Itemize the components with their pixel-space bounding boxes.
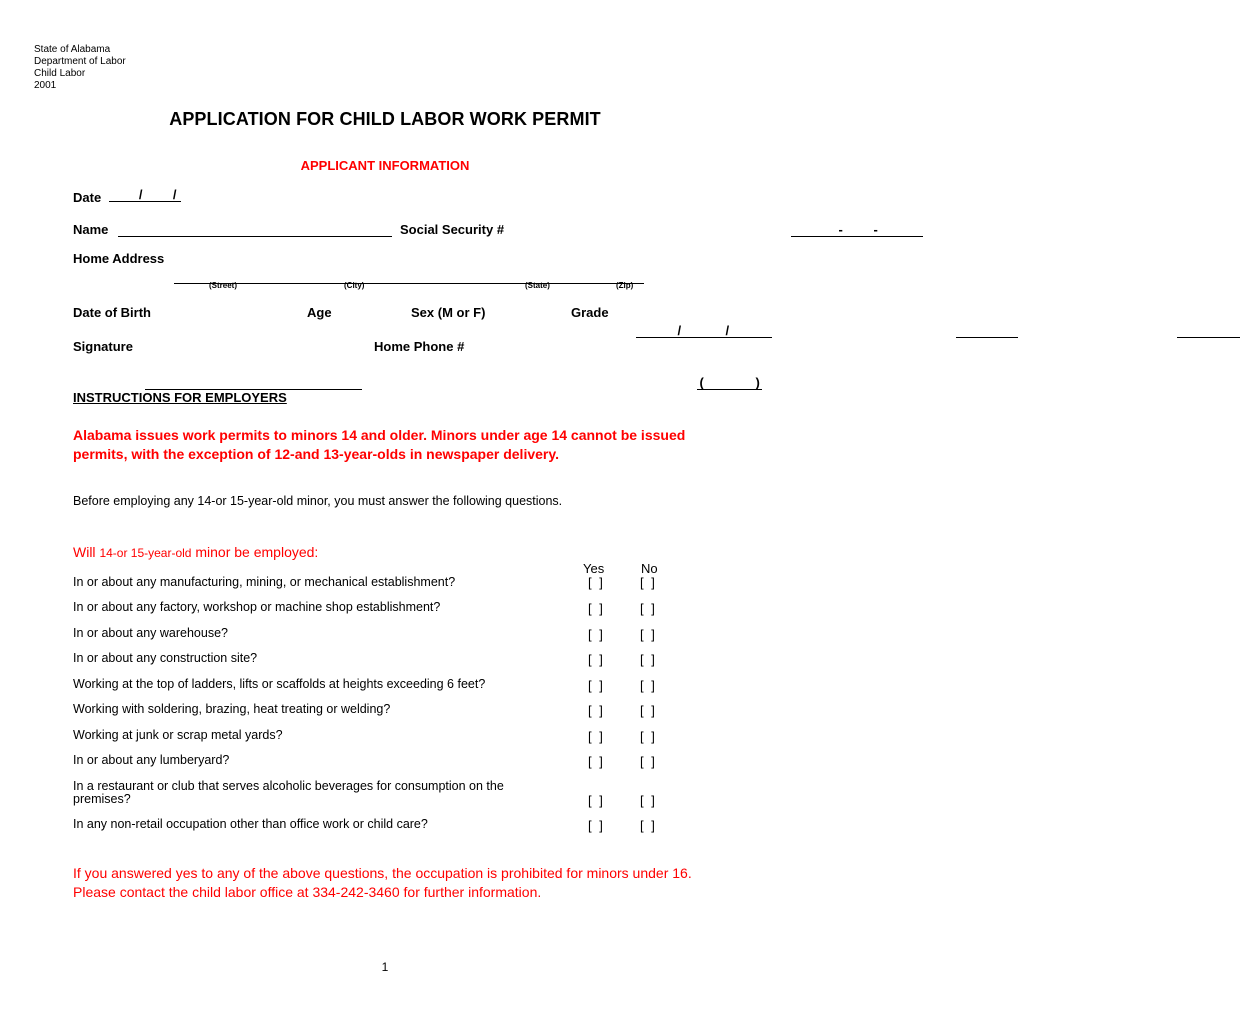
address-state-caption: (State) [525, 281, 550, 290]
no-checkbox[interactable]: [ ] [640, 818, 657, 833]
question-row: Working with soldering, brazing, heat treating or welding? [73, 702, 391, 716]
question-row: In a restaurant or club that serves alcoholic beverages for consumption on the premises? [73, 779, 504, 806]
date-label: Date [73, 190, 102, 205]
instructions-intro: Before employing any 14-or 15-year-old minor, you must answer the following questions. [73, 494, 563, 508]
ssn-sep-2: - [873, 222, 878, 237]
age-restriction-notice: Alabama issues work permits to minors 14 and older. Minors under age 14 cannot be issued permits, with the exception of 12-and 13-year-olds in newspaper delivery. [73, 427, 686, 462]
date-sep-1: / [138, 187, 143, 202]
home-phone-label: Home Phone # [374, 339, 465, 354]
sex-field[interactable] [1177, 326, 1240, 338]
date-row [73, 187, 181, 205]
yes-checkbox[interactable]: [ ] [588, 627, 605, 642]
no-checkbox[interactable]: [ ] [640, 627, 657, 642]
form-title: APPLICATION FOR CHILD LABOR WORK PERMIT [169, 109, 601, 129]
questions-heading-suffix: minor be employed: [191, 544, 319, 560]
grade-label: Grade [571, 305, 609, 320]
yes-checkbox[interactable]: [ ] [588, 703, 605, 718]
questions-heading-age: 14-or 15-year-old [99, 546, 192, 560]
header-department: Department of Labor [34, 56, 126, 67]
question-row: In or about any construction site? [73, 651, 258, 665]
question-row: Working at the top of ladders, lifts or scaffolds at heights exceeding 6 feet? [73, 677, 486, 691]
yes-checkbox[interactable]: [ ] [588, 601, 605, 616]
yes-checkbox[interactable]: [ ] [588, 678, 605, 693]
no-checkbox[interactable]: [ ] [640, 678, 657, 693]
no-checkbox[interactable]: [ ] [640, 703, 657, 718]
header-state: State of Alabama [34, 44, 111, 55]
prohibited-occupation-notice: If you answered yes to any of the above questions, the occupation is prohibited for minors under 16. Please contact the child labor office at 334-242-3460 for further information. [73, 865, 692, 900]
address-street-caption: (Street) [209, 281, 238, 290]
home-phone-field[interactable] [697, 375, 762, 390]
no-checkbox[interactable]: [ ] [640, 754, 657, 769]
header-division: Child Labor [34, 68, 86, 79]
questions-heading [73, 544, 318, 560]
yes-checkbox[interactable]: [ ] [588, 652, 605, 667]
yes-checkbox[interactable]: [ ] [588, 818, 605, 833]
address-zip-caption: (Zip) [616, 281, 634, 290]
yes-checkbox[interactable]: [ ] [588, 729, 605, 744]
yes-checkbox[interactable]: [ ] [588, 575, 605, 590]
phone-open-paren: ( [699, 375, 704, 390]
phone-close-paren: ) [755, 375, 760, 390]
questions-heading-prefix: Will [73, 544, 100, 560]
question-row: In any non-retail occupation other than office work or child care? [73, 817, 428, 831]
yes-checkbox[interactable]: [ ] [588, 754, 605, 769]
dob-field[interactable] [636, 323, 772, 338]
no-checkbox[interactable]: [ ] [640, 575, 657, 590]
date-field[interactable] [109, 187, 181, 202]
date-sep-2: / [172, 187, 177, 202]
dob-label: Date of Birth [73, 305, 151, 320]
no-checkbox[interactable]: [ ] [640, 601, 657, 616]
age-field[interactable] [956, 326, 1018, 338]
sex-label: Sex (M or F) [411, 305, 486, 320]
question-row: In or about any lumberyard? [73, 753, 230, 767]
applicant-section-title: APPLICANT INFORMATION [300, 158, 470, 173]
agency-header [34, 44, 126, 92]
ssn-label: Social Security # [400, 222, 505, 237]
ssn-field[interactable] [791, 222, 923, 237]
page-number: 1 [381, 960, 389, 974]
instructions-title: INSTRUCTIONS FOR EMPLOYERS [73, 390, 287, 405]
question-row: In or about any factory, workshop or machine shop establishment? [73, 600, 441, 614]
question-row: In or about any manufacturing, mining, or mechanical establishment? [73, 575, 456, 589]
signature-label: Signature [73, 339, 133, 354]
name-field[interactable] [118, 225, 392, 237]
no-checkbox[interactable]: [ ] [640, 793, 657, 808]
no-column-header: No [641, 561, 658, 576]
ssn-sep-1: - [838, 222, 843, 237]
name-label: Name [73, 222, 109, 237]
age-label: Age [307, 305, 332, 320]
yes-checkbox[interactable]: [ ] [588, 793, 605, 808]
address-city-caption: (City) [344, 281, 365, 290]
home-address-field[interactable] [174, 272, 644, 284]
question-row: In or about any warehouse? [73, 626, 228, 640]
dob-sep-2: / [725, 323, 730, 338]
signature-field[interactable] [145, 378, 362, 390]
no-checkbox[interactable]: [ ] [640, 652, 657, 667]
yes-column-header: Yes [583, 561, 605, 576]
header-year: 2001 [34, 80, 57, 91]
question-row: Working at junk or scrap metal yards? [73, 728, 283, 742]
no-checkbox[interactable]: [ ] [640, 729, 657, 744]
home-address-label: Home Address [73, 251, 165, 266]
dob-sep-1: / [677, 323, 682, 338]
